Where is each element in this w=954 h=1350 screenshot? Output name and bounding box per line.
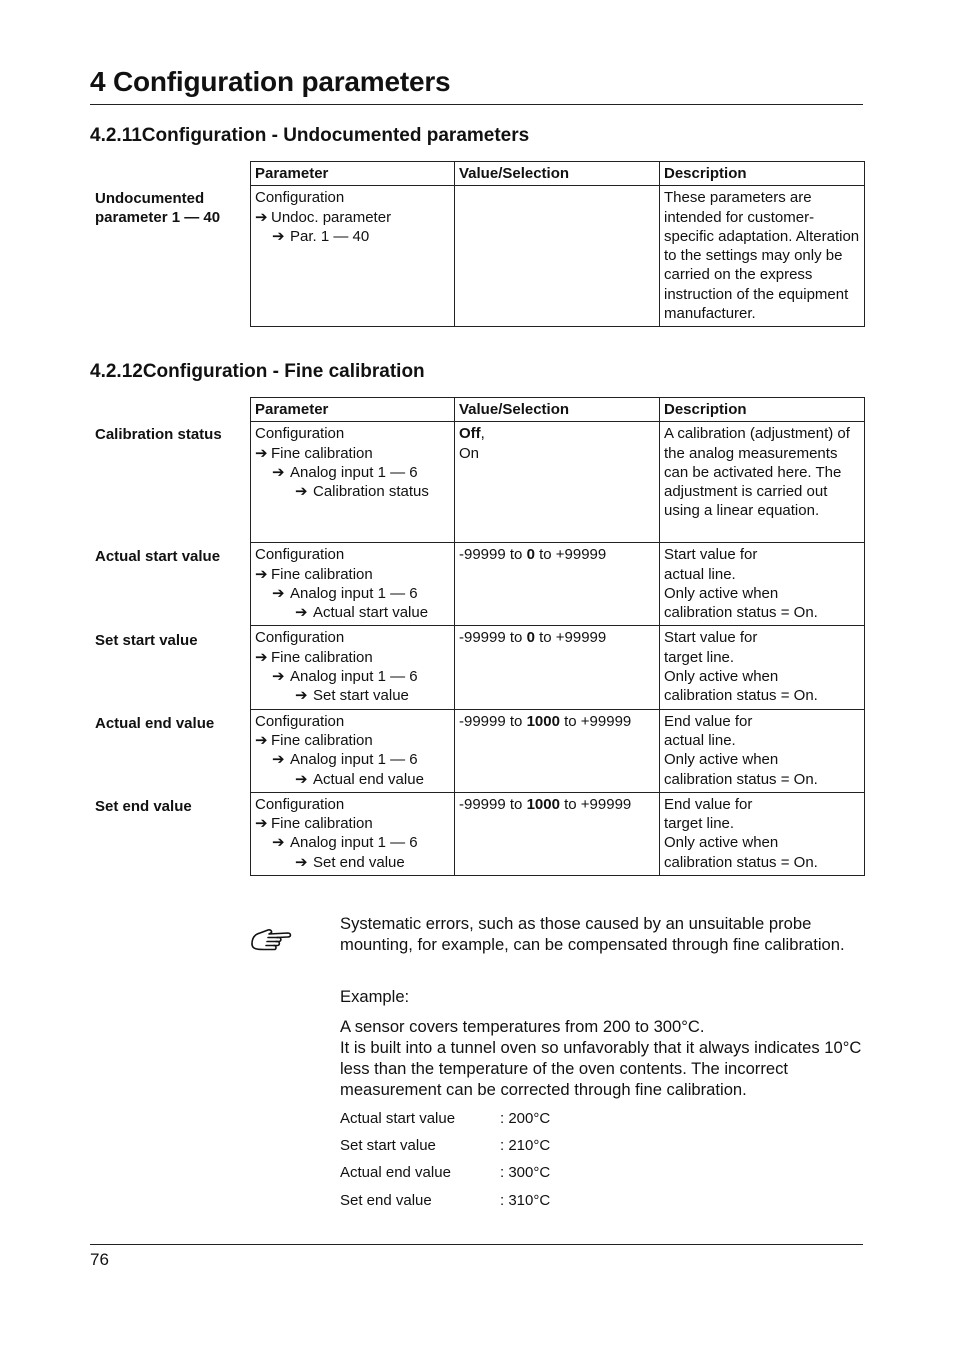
header-description: Description bbox=[660, 398, 865, 422]
path-level-3: Set end value bbox=[313, 853, 405, 871]
description-line: End value for bbox=[664, 795, 753, 813]
chapter-rule bbox=[90, 104, 863, 105]
note-text: Example: bbox=[340, 987, 410, 1006]
arrow-icon: ➔ bbox=[295, 483, 308, 501]
note-text: Systematic errors, such as those caused by an unsuitable probe mounting, for example, can be compensated through fine calibration. bbox=[340, 914, 845, 954]
description-cell: A calibration (adjustment) of the analog measurements can be activated here. The adjustment is carried out using a linear equation. bbox=[660, 422, 865, 543]
description-line: actual line. bbox=[664, 565, 736, 583]
path-root: Configuration bbox=[255, 795, 345, 813]
arrow-icon: ➔ bbox=[272, 463, 285, 481]
default-value: 0 bbox=[526, 629, 535, 647]
example-value: : 300°C bbox=[500, 1164, 551, 1181]
example-key: Actual end value bbox=[340, 1164, 451, 1181]
table-row bbox=[251, 186, 865, 327]
value-cell bbox=[455, 709, 660, 792]
parameter-path-cell bbox=[251, 626, 455, 709]
description-line: actual line. bbox=[664, 731, 736, 749]
description-line: Only active when bbox=[664, 668, 779, 686]
path-level-2: Analog input 1 — 6 bbox=[290, 751, 418, 769]
path-root: Configuration bbox=[255, 712, 345, 730]
path-level-2: Analog input 1 — 6 bbox=[290, 463, 418, 481]
arrow-icon: ➔ bbox=[272, 584, 285, 602]
path-root: Configuration bbox=[255, 546, 345, 564]
row-label-undocumented: Undocumented parameter 1 — 40 bbox=[95, 190, 221, 227]
description-line: calibration status = On. bbox=[664, 604, 818, 622]
table-row bbox=[251, 422, 865, 543]
arrow-icon: ➔ bbox=[272, 751, 285, 769]
path-level-1: Fine calibration bbox=[271, 565, 373, 583]
header-parameter: Parameter bbox=[251, 162, 455, 186]
arrow-icon: ➔ bbox=[255, 731, 268, 749]
description-cell bbox=[660, 792, 865, 875]
path-level-1: Fine calibration bbox=[271, 731, 373, 749]
path-level-2: Analog input 1 — 6 bbox=[290, 834, 418, 852]
value-max: to +99999 bbox=[534, 546, 607, 564]
description-line: End value for bbox=[664, 712, 753, 730]
default-value: 1000 bbox=[526, 712, 560, 730]
example-value-row bbox=[340, 1164, 640, 1181]
page-number: 76 bbox=[90, 1250, 109, 1269]
row-label-calibration-status: Calibration status bbox=[95, 426, 222, 443]
row-label-set-start-value: Set start value bbox=[95, 632, 198, 649]
description-line: Start value for bbox=[664, 629, 758, 647]
path-root: Configuration bbox=[255, 629, 345, 647]
path-level-3: Actual start value bbox=[313, 604, 429, 622]
note-paragraph bbox=[340, 913, 864, 955]
value-cell bbox=[455, 543, 660, 626]
path-root: Configuration bbox=[255, 189, 345, 207]
value-min: -99999 to bbox=[459, 546, 527, 564]
path-root: Configuration bbox=[255, 425, 345, 443]
arrow-icon: ➔ bbox=[272, 227, 285, 245]
path-level-2: Analog input 1 — 6 bbox=[290, 584, 418, 602]
header-value: Value/Selection bbox=[455, 162, 660, 186]
value-max: to +99999 bbox=[534, 629, 607, 647]
parameter-path-cell bbox=[251, 709, 455, 792]
arrow-icon: ➔ bbox=[295, 687, 308, 705]
example-value: : 310°C bbox=[500, 1192, 551, 1209]
value-cell bbox=[455, 792, 660, 875]
example-value: : 200°C bbox=[500, 1110, 551, 1127]
arrow-icon: ➔ bbox=[255, 815, 268, 833]
table-header-row bbox=[251, 398, 865, 422]
path-level-3: Calibration status bbox=[313, 483, 429, 501]
default-value: 1000 bbox=[526, 795, 560, 813]
table-header-row bbox=[251, 162, 865, 186]
arrow-icon: ➔ bbox=[272, 668, 285, 686]
path-level-3: Actual end value bbox=[313, 770, 424, 788]
path-level-1: Fine calibration bbox=[271, 815, 373, 833]
note-text: A sensor covers temperatures from 200 to 300°C. bbox=[340, 1017, 705, 1036]
arrow-icon: ➔ bbox=[255, 648, 268, 666]
path-level-2: Analog input 1 — 6 bbox=[290, 668, 418, 686]
table-row bbox=[251, 543, 865, 626]
pointing-hand-icon bbox=[248, 922, 296, 956]
section-title-undocumented: 4.2.11Configuration - Undocumented parameters bbox=[90, 125, 530, 146]
example-value-row bbox=[340, 1110, 640, 1127]
path-level-1: Fine calibration bbox=[271, 444, 373, 462]
parameter-path-cell bbox=[251, 792, 455, 875]
description-line: Start value for bbox=[664, 546, 758, 564]
path-level-1: Undoc. parameter bbox=[271, 208, 392, 226]
value-separator: , bbox=[480, 425, 485, 443]
row-label-set-end-value: Set end value bbox=[95, 798, 192, 815]
example-key: Set end value bbox=[340, 1192, 432, 1209]
arrow-icon: ➔ bbox=[295, 604, 308, 622]
description-cell bbox=[660, 543, 865, 626]
note-text: It is built into a tunnel oven so unfavorably that it always indicates 10°C less than the temperature of the oven contents. The incorrect measurement can be corrected through fine calibration. bbox=[340, 1038, 862, 1099]
parameter-path-cell bbox=[251, 186, 455, 327]
value-max: to +99999 bbox=[559, 795, 632, 813]
value-cell bbox=[455, 186, 660, 327]
chapter-title: 4 Configuration parameters bbox=[90, 66, 451, 97]
example-key: Set start value bbox=[340, 1137, 436, 1154]
description-line: target line. bbox=[664, 815, 735, 833]
value-min: -99999 to bbox=[459, 712, 527, 730]
description-line: calibration status = On. bbox=[664, 770, 818, 788]
note-example-text bbox=[340, 1016, 864, 1100]
footer-rule bbox=[90, 1244, 863, 1245]
description-cell: These parameters are intended for customer-specific adaptation. Alteration to the settings may only be carried on the express instruction of the equipment manufacturer. bbox=[660, 186, 865, 327]
row-label-actual-start-value: Actual start value bbox=[95, 548, 221, 565]
example-value: : 210°C bbox=[500, 1137, 551, 1154]
path-level-2: Par. 1 — 40 bbox=[290, 227, 370, 245]
description-cell bbox=[660, 626, 865, 709]
table-row bbox=[251, 792, 865, 875]
description-line: calibration status = On. bbox=[664, 853, 818, 871]
parameter-path-cell bbox=[251, 543, 455, 626]
value-cell bbox=[455, 626, 660, 709]
description-line: Only active when bbox=[664, 584, 779, 602]
header-value: Value/Selection bbox=[455, 398, 660, 422]
value-min: -99999 to bbox=[459, 795, 527, 813]
note-example-heading bbox=[340, 986, 864, 1007]
example-key: Actual start value bbox=[340, 1110, 456, 1127]
arrow-icon: ➔ bbox=[295, 853, 308, 871]
path-level-1: Fine calibration bbox=[271, 648, 373, 666]
parameter-path-cell bbox=[251, 422, 455, 543]
arrow-icon: ➔ bbox=[255, 208, 268, 226]
table-row bbox=[251, 626, 865, 709]
description-line: calibration status = On. bbox=[664, 687, 818, 705]
description-line: Only active when bbox=[664, 834, 779, 852]
description-cell bbox=[660, 709, 865, 792]
arrow-icon: ➔ bbox=[272, 834, 285, 852]
row-label-actual-end-value: Actual end value bbox=[95, 715, 215, 732]
arrow-icon: ➔ bbox=[255, 444, 268, 462]
path-level-3: Set start value bbox=[313, 687, 409, 705]
value-cell bbox=[455, 422, 660, 543]
default-value: Off bbox=[459, 425, 481, 443]
fine-calibration-table bbox=[250, 397, 865, 876]
description-line: target line. bbox=[664, 648, 735, 666]
description-line: Only active when bbox=[664, 751, 779, 769]
value-min: -99999 to bbox=[459, 629, 527, 647]
arrow-icon: ➔ bbox=[255, 565, 268, 583]
header-description: Description bbox=[660, 162, 865, 186]
undocumented-parameters-table bbox=[250, 161, 865, 327]
header-parameter: Parameter bbox=[251, 398, 455, 422]
value-max: to +99999 bbox=[559, 712, 632, 730]
section-title-fine-calibration: 4.2.12Configuration - Fine calibration bbox=[90, 361, 425, 382]
example-value-row bbox=[340, 1192, 640, 1209]
example-value-row bbox=[340, 1137, 640, 1154]
value-option: On bbox=[459, 444, 480, 462]
table-row bbox=[251, 709, 865, 792]
default-value: 0 bbox=[526, 546, 535, 564]
arrow-icon: ➔ bbox=[295, 770, 308, 788]
